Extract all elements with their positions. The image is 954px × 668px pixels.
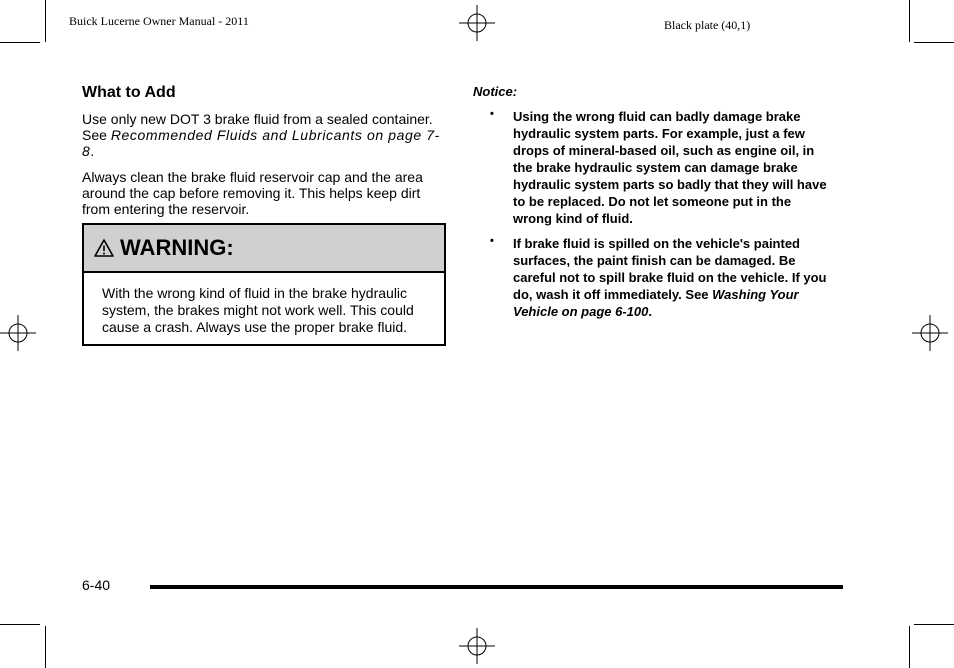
crop-mark [45,0,46,42]
bullet-icon: • [490,108,494,120]
right-column [473,84,833,328]
registration-mark-icon [459,5,495,41]
registration-mark-icon [912,315,948,351]
warning-text: With the wrong kind of fluid in the brake hydraulic system, the brakes might not work well. This could cause a crash. Always use the proper brake fluid. [102,285,414,335]
registration-mark-icon [459,628,495,664]
cross-reference-link[interactable]: Recommended Fluids and Lubricants on page 7-8 [82,127,440,159]
crop-mark [909,0,910,42]
list-item [473,108,833,227]
paragraph-text: Use only new DOT 3 brake fluid from a sealed container. See [82,111,433,143]
crop-mark [45,626,46,668]
left-column [82,84,446,227]
list-item-text: Using the wrong fluid can badly damage brake hydraulic system parts. For example, just a few drops of mineral-based oil, such as engine oil, in the brake hydraulic system can damage brake hydraulic system parts so badly that they will have to be replaced. Do not let someone put in the wrong kind of fluid. [513,109,827,226]
crop-mark [914,624,954,625]
plate-label: Black plate (40,1) [664,18,751,32]
manual-title: Buick Lucerne Owner Manual - 2011 [69,14,249,28]
warning-box [82,223,446,346]
list-item [473,235,833,320]
warning-triangle-icon [94,238,114,258]
warning-title: WARNING: [120,235,234,260]
paragraph [82,111,446,159]
list-item-text: If brake fluid is spilled on the vehicle's painted surfaces, the paint finish can be damaged. Be careful not to spill brake fluid on the vehicle. If you do, wash it off immediately. See [513,236,827,302]
notice-label: Notice: [473,84,518,99]
page-number: 6-40 [82,577,111,593]
bullet-icon: • [490,235,494,247]
crop-mark [0,42,40,43]
list-item-text: . [648,304,652,319]
registration-mark-icon [0,315,36,351]
section-heading: What to Add [82,84,176,101]
crop-mark [909,626,910,668]
crop-mark [0,624,40,625]
footer-rule [150,585,843,589]
warning-header [84,225,444,273]
paragraph-text: . [90,143,95,159]
cross-reference-link[interactable]: Washing Your Vehicle on page 6-100 [513,287,799,319]
paragraph: Always clean the brake fluid reservoir cap and the area around the cap before removing it. This helps keep dirt from entering the reservoir. [82,169,423,217]
crop-mark [914,42,954,43]
